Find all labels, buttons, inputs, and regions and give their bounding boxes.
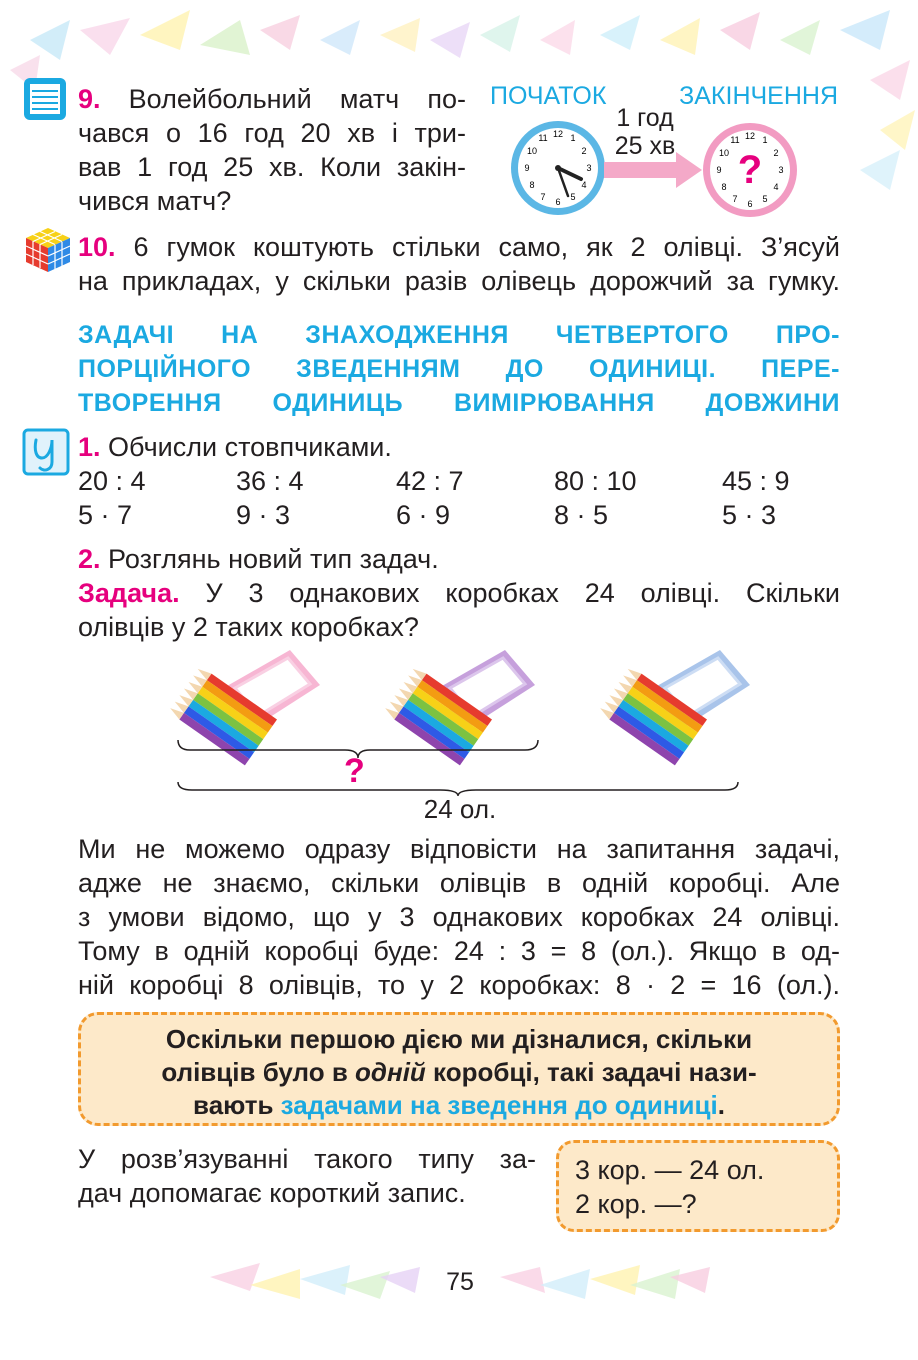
- clock-numeral: 3: [778, 165, 784, 175]
- clock-numeral: 7: [732, 194, 738, 204]
- clock-numeral: 1: [762, 135, 768, 145]
- notebook-icon: [22, 76, 68, 122]
- task-1-heading: 1. Обчисли стовпчиками.: [78, 432, 392, 462]
- unknown-time-mark: ?: [737, 148, 763, 192]
- handwriting-icon: [22, 428, 70, 476]
- task-9-text: 9. Волейбольний матч по- чався о 16 год 20 хв і три- вав 1 год 25 хв. Коли закін- чився матч?: [78, 84, 466, 216]
- pencil-box-1: [170, 650, 320, 765]
- explanation-paragraph: Ми не можемо одразу відповісти на запитання задачі, адже не знаємо, скільки олівців в одній коробці. Але з умови відомо, що у 3 однакових коробках 24 олівці. Тому в одній коробці буде: 24 : 3 = 8 (ол.). Якщо в од- ній коробці 8 олівців, то у 2 коробках: 8 · 2 = 16 (ол.).: [78, 834, 840, 1000]
- task-2-heading: 2. Розглянь новий тип задач.: [78, 544, 439, 574]
- expression: 6 · 9: [396, 500, 451, 530]
- clock-numeral: 6: [747, 199, 753, 209]
- clock-numeral: 5: [570, 192, 576, 202]
- task-2-number: 2.: [78, 544, 101, 574]
- start-label: ПОЧАТОК: [490, 82, 607, 110]
- rule-term: задачами на зведення до одиниці: [280, 1090, 718, 1120]
- clock-numeral: 9: [524, 163, 530, 173]
- expression: 80 : 10: [554, 466, 637, 496]
- clock-numeral: 1: [570, 133, 576, 143]
- clock-numeral: 4: [773, 182, 779, 192]
- pencil-boxes-diagram: [170, 640, 750, 800]
- expression: 5 · 3: [722, 500, 777, 530]
- task-10-text: 10. 6 гумок коштують стільки само, як 2 олівці. З’ясуй на прикладах, у скільки разів олівець дорожчий за гумку.: [78, 232, 840, 296]
- diagram-total-label: 24 ол.: [423, 794, 497, 824]
- short-note-line: 2 кор. —?: [575, 1189, 697, 1219]
- expression: 9 · 3: [236, 500, 291, 530]
- expression: 8 · 5: [554, 500, 609, 530]
- task-10-number: 10.: [78, 232, 116, 262]
- short-note-intro: У розв’язуванні такого типу за- дач допомагає короткий запис.: [78, 1144, 536, 1208]
- short-note-line: 3 кор. — 24 ол.: [575, 1155, 765, 1185]
- clock-numeral: 4: [581, 180, 587, 190]
- expression: 5 · 7: [78, 500, 133, 530]
- rule-text: Оскільки першою дією ми дізналися, скільки олівців було в одній коробці, такі задачі нази- вають задачами на зведення до одиниці.: [161, 1024, 757, 1120]
- end-label: ЗАКІНЧЕННЯ: [679, 82, 838, 110]
- clock-numeral: 6: [555, 197, 561, 207]
- clock-numeral: 11: [538, 133, 548, 143]
- problem-label: Задача.: [78, 578, 180, 608]
- rubiks-cube-icon: [24, 226, 72, 274]
- expression: 42 : 7: [396, 466, 464, 496]
- expression: 36 : 4: [236, 466, 304, 496]
- task-9-number: 9.: [78, 84, 101, 114]
- expression: 20 : 4: [78, 466, 146, 496]
- clock-numeral: 10: [718, 148, 730, 158]
- clock-numeral: 11: [730, 135, 740, 145]
- task-2-problem: Задача. У 3 однакових коробках 24 олівці. Скільки олівців у 2 таких коробках?: [78, 578, 840, 642]
- clock-numeral: 7: [540, 192, 546, 202]
- end-clock-icon: [700, 120, 800, 220]
- clock-numeral: 12: [744, 131, 756, 141]
- clock-numeral: 5: [762, 194, 768, 204]
- clock-numeral: 9: [716, 165, 722, 175]
- page-number: 75: [446, 1268, 474, 1296]
- expression: 45 : 9: [722, 466, 790, 496]
- clock-numeral: 2: [773, 148, 779, 158]
- pencil-box-2: [383, 650, 535, 765]
- clock-numeral: 12: [552, 129, 564, 139]
- duration-label: 1 год 25 хв: [614, 104, 676, 160]
- clock-numeral: 10: [526, 146, 538, 156]
- clock-numeral: 2: [581, 146, 587, 156]
- rule-box: [78, 1012, 840, 1126]
- task-1-number: 1.: [78, 432, 101, 462]
- diagram-question-mark: ?: [344, 752, 365, 790]
- division-row: [78, 464, 878, 498]
- multiplication-row: [78, 498, 878, 532]
- clock-numeral: 8: [721, 182, 727, 192]
- section-title: ЗАДАЧІ НА ЗНАХОДЖЕННЯ ЧЕТВЕРТОГО ПРО- ПОРЦІЙНОГО ЗВЕДЕННЯМ ДО ОДИНИЦІ. ПЕРЕ- ТВОРЕННЯ ОДИНИЦЬ ВИМІРЮВАННЯ ДОВЖИНИ: [78, 321, 840, 417]
- pencil-box-3: [598, 650, 750, 765]
- clock-numeral: 8: [529, 180, 535, 190]
- clock-numeral: 3: [586, 163, 592, 173]
- short-note-box: [556, 1140, 840, 1232]
